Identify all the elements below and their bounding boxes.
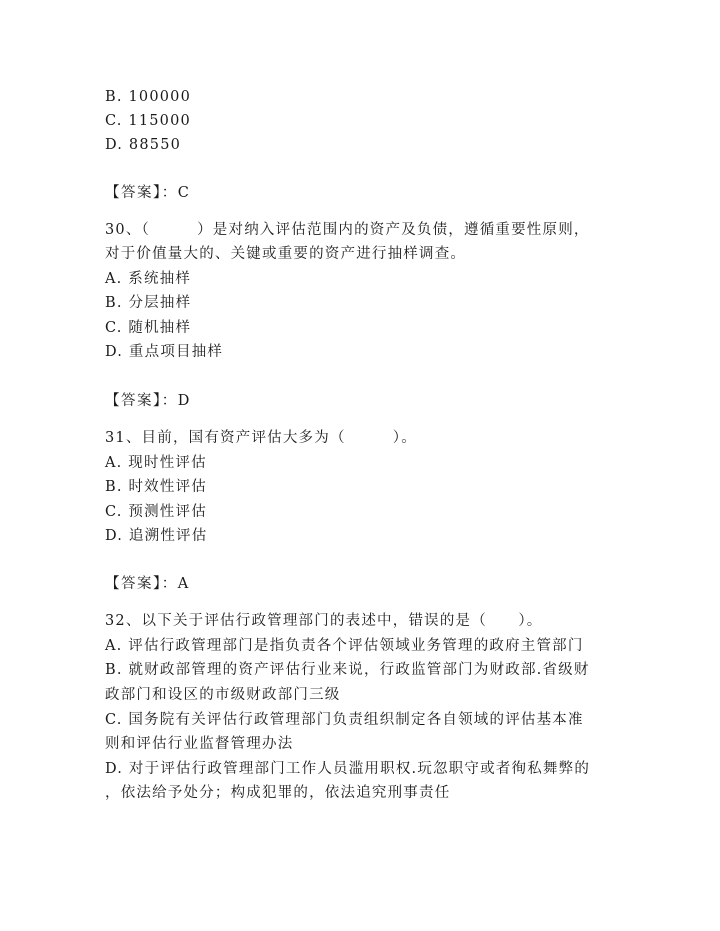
q29-option-b: B. 100000 (105, 89, 192, 105)
q30-option-c: C. 随机抽样 (105, 320, 192, 336)
q30-answer: 【答案】：D (105, 393, 191, 409)
q31-option-b: B. 时效性评估 (105, 479, 207, 495)
q31-option-c: C. 预测性评估 (105, 504, 207, 520)
q31-option-a: A. 现时性评估 (105, 455, 207, 471)
q30-stem-line-2: 对于价值量大的、关键或重要的资产进行抽样调查。 (105, 246, 467, 262)
q29-option-d: D. 88550 (105, 137, 182, 153)
q31-answer: 【答案】：A (105, 576, 190, 592)
q32-option-d-line-1: D. 对于评估行政管理部门工作人员滥用职权.玩忽职守或者徇私舞弊的 (105, 761, 591, 777)
q29-option-c: C. 115000 (105, 113, 191, 129)
q30-option-a: A. 系统抽样 (105, 271, 192, 287)
q32-option-b-line-1: B. 就财政部管理的资产评估行业来说，行政监管部门为财政部.省级财 (105, 662, 590, 678)
q32-option-b-line-2: 政部门和设区的市级财政部门三级 (105, 687, 341, 703)
q32-option-a: A. 评估行政管理部门是指负责各个评估领域业务管理的政府主管部门 (105, 638, 584, 654)
q29-answer: 【答案】：C (105, 185, 191, 201)
q31-option-d: D. 追溯性评估 (105, 528, 208, 544)
q32-stem: 32、以下关于评估行政管理部门的表述中，错误的是（ ）。 (105, 613, 543, 629)
q31-stem: 31、目前，国有资产评估大多为（ ）。 (105, 430, 417, 446)
q32-option-d-line-2: ，依法给予处分；构成犯罪的，依法追究刑事责任 (105, 785, 451, 801)
q30-option-b: B. 分层抽样 (105, 295, 192, 311)
q32-option-c-line-2: 则和评估行业监督管理办法 (105, 736, 294, 752)
q32-option-c-line-1: C. 国务院有关评估行政管理部门负责组织制定各自领域的评估基本准 (105, 712, 584, 728)
q30-stem-line-1: 30、（ ）是对纳入评估范围内的资产及负债，遵循重要性原则， (105, 222, 590, 238)
q30-option-d: D. 重点项目抽样 (105, 344, 224, 360)
